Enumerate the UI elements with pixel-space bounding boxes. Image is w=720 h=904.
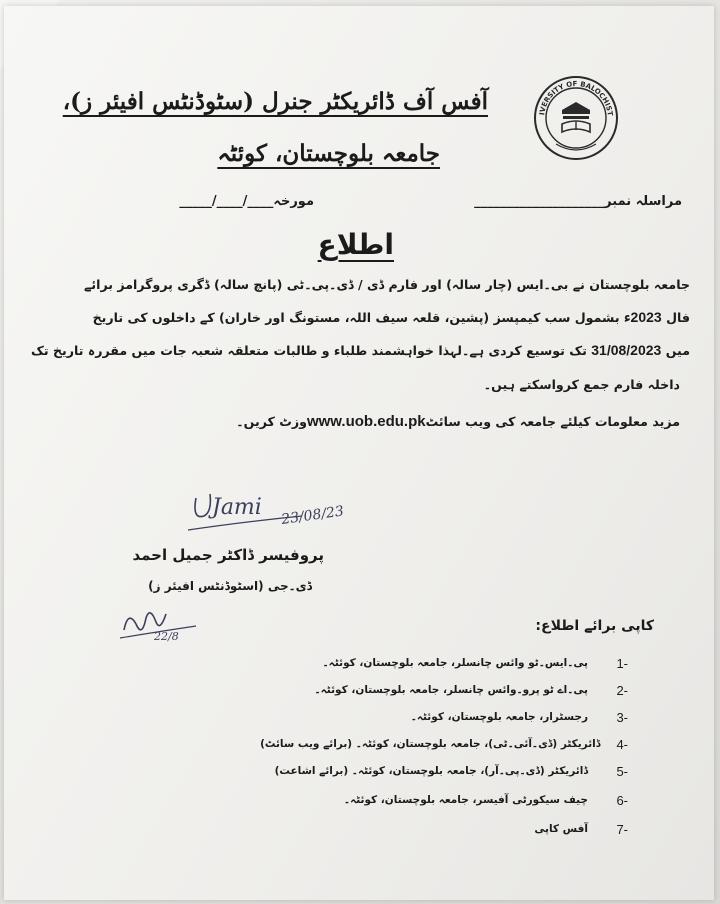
office-title: آفس آف ڈائریکٹر جنرل (سٹوڈنٹس افیئر ز)، (62, 88, 488, 115)
copy-item: 1- پی۔ایس۔ٹو وائس چانسلر، جامعہ بلوچستان، کوئٹہ۔ (322, 655, 628, 671)
signature-date: 23/08/23 (280, 503, 345, 528)
university-title: جامعہ بلوچستان، کوئٹہ (217, 140, 440, 167)
extended-date: 31/08/2023 (591, 342, 662, 358)
initials-scribble-icon (116, 600, 206, 648)
seal-icon (532, 74, 620, 162)
notice-line-3-start: میں (665, 343, 690, 358)
initials (116, 600, 206, 648)
notice-line-3 (22, 334, 690, 367)
seal-text: IVERSITY OF BALOCHIST (538, 79, 614, 116)
university-seal (532, 74, 620, 162)
signature (182, 476, 352, 546)
admission-year: 2023ء (623, 309, 662, 325)
copy-title: کاپی برائے اطلاع: (535, 618, 654, 634)
copy-item: 6- چیف سیکورٹی آفیسر، جامعہ بلوچستان، کوئٹہ۔ (343, 792, 628, 808)
signature-scribble-icon (182, 476, 352, 546)
copy-item: 4- ڈائریکٹر (ڈی۔آئی۔ٹی)، جامعہ بلوچستان، کوئٹہ۔ (برائے ویب سائٹ) (260, 736, 628, 752)
copy-item: 7- آفس کاپی (534, 821, 628, 837)
notice-line-2 (22, 301, 690, 334)
copy-item: 5- ڈائریکٹر (ڈی۔پی۔آر)، جامعہ بلوچستان، کوئٹہ۔ (برائے اشاعت) (274, 763, 628, 779)
reference-date-label: مورخہ (273, 194, 314, 209)
notice-title: اطلاع (317, 228, 394, 261)
signatory-name: پروفیسر ڈاکٹر جمیل احمد (132, 546, 324, 564)
notice-body (22, 268, 690, 367)
notice-line-3-end: تک توسیع کردی ہے۔لہذا خواہشمند طلباء و طالبات متعلقہ شعبہ جات میں مقررہ تاریخ تک (30, 343, 587, 358)
notice-line-5 (236, 413, 680, 430)
document-page (4, 6, 714, 900)
notice-line-2-end: بشمول سب کیمپسز (پشین، قلعہ سیف اللہ، مستونگ اور خاران) کے داخلوں کی تاریخ (92, 310, 620, 325)
reference-number-blank: ____________________ (474, 194, 605, 209)
notice-line-4: داخلہ فارم جمع کرواسکتے ہیں۔ (483, 377, 680, 392)
reference-date-blank: ____/____/_____ (179, 194, 274, 209)
copy-item: 2- پی۔اے ٹو پرو۔وائس چانسلر، جامعہ بلوچستان، کوئٹہ۔ (314, 682, 628, 698)
notice-line-2-start: فال (666, 310, 690, 325)
reference-date (179, 194, 314, 209)
reference-number-label: مراسلہ نمبر (604, 194, 682, 209)
signature-text: Jami (212, 495, 262, 520)
copy-item: 3- رجسٹرار، جامعہ بلوچستان، کوئٹہ۔ (410, 709, 628, 725)
signatory-designation: ڈی۔جی (اسٹوڈنٹس افیئر ز) (148, 579, 312, 593)
notice-line-1: جامعہ بلوچستان نے بی۔ایس (چار سالہ) اور فارم ڈی / ڈی۔پی۔ٹی (پانچ سالہ) ڈگری پروگرامز برائے (84, 277, 690, 292)
reference-number (474, 194, 682, 209)
notice-line-5-end: وزٹ کریں۔ (236, 414, 307, 429)
notice-line-5-start: مزید معلومات کیلئے جامعہ کی ویب سائٹ (425, 414, 680, 429)
website-link: www.uob.edu.pk (306, 413, 426, 430)
initials-date: 22/8 (154, 630, 179, 643)
